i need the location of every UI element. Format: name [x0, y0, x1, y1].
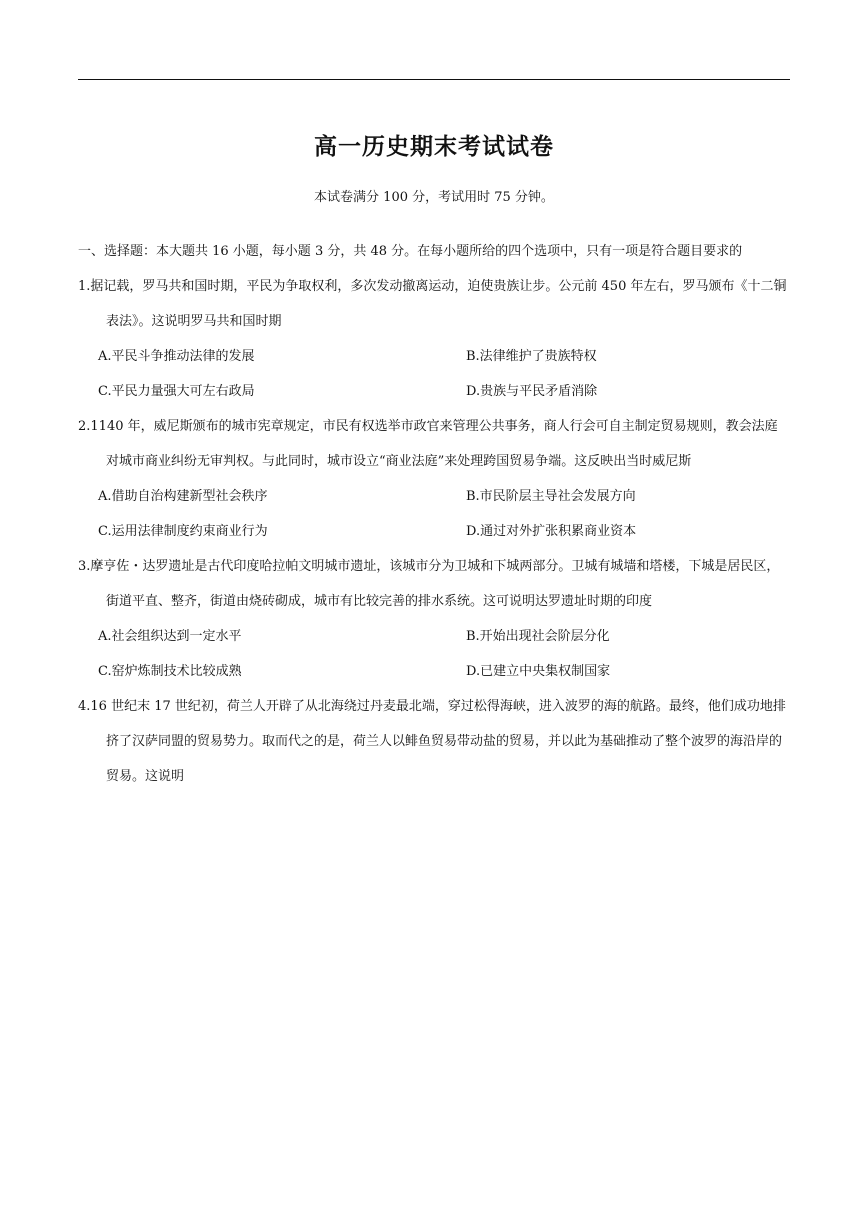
- option-c: C.平民力量强大可左右政局: [98, 384, 255, 399]
- option-c: C.窑炉炼制技术比较成熟: [98, 664, 242, 679]
- option-row: [78, 339, 790, 374]
- option-row: [78, 479, 790, 514]
- question-4: [78, 689, 790, 794]
- exam-instructions: 本试卷满分 100 分，考试用时 75 分钟。: [314, 190, 554, 205]
- option-a: A.社会组织达到一定水平: [98, 629, 242, 644]
- option-row: [78, 514, 790, 549]
- question-3: [78, 549, 790, 689]
- option-row: [78, 374, 790, 409]
- option-c: C.运用法律制度约束商业行为: [98, 524, 268, 539]
- question-2: [78, 409, 790, 549]
- option-row: [78, 619, 790, 654]
- header-rule: [78, 79, 790, 80]
- question-1: [78, 269, 790, 409]
- question-stem: 4.16 世纪末 17 世纪初，荷兰人开辟了从北海绕过丹麦最北端，穿过松得海峡，进入波罗的海的航路。最终，他们成功地排挤了汉萨同盟的贸易势力。取而代之的是，荷兰人以鲱鱼贸易带动盐的贸易，并以此为基础推动了整个波罗的海沿岸的贸易。这说明: [78, 699, 786, 784]
- question-stem: 3.摩亨佐・达罗遗址是古代印度哈拉帕文明城市遗址，该城市分为卫城和下城两部分。卫城有城墙和塔楼，下城是居民区，街道平直、整齐，街道由烧砖砌成，城市有比较完善的排水系统。这可说明达罗遗址时期的印度: [78, 559, 780, 609]
- option-a: A.借助自治构建新型社会秩序: [98, 489, 268, 504]
- exam-title: 高一历史期末考试试卷: [314, 133, 554, 160]
- exam-content: [78, 234, 790, 794]
- section-heading: 一、选择题：本大题共 16 小题，每小题 3 分，共 48 分。在每小题所给的四个选项中，只有一项是符合题目要求的: [78, 244, 743, 259]
- option-d: D.已建立中央集权制国家: [466, 664, 611, 679]
- option-b: B.市民阶层主导社会发展方向: [466, 489, 636, 504]
- question-stem: 1.据记载，罗马共和国时期，平民为争取权利，多次发动撤离运动，迫使贵族让步。公元前 450 年左右，罗马颁布《十二铜表法》。这说明罗马共和国时期: [78, 279, 787, 329]
- option-a: A.平民斗争推动法律的发展: [98, 349, 255, 364]
- option-d: D.通过对外扩张积累商业资本: [466, 524, 637, 539]
- option-b: B.法律维护了贵族特权: [466, 349, 597, 364]
- option-d: D.贵族与平民矛盾消除: [466, 384, 598, 399]
- option-row: [78, 654, 790, 689]
- option-b: B.开始出现社会阶层分化: [466, 629, 610, 644]
- question-stem: 2.1140 年，威尼斯颁布的城市宪章规定，市民有权选举市政官来管理公共事务，商人行会可自主制定贸易规则，教会法庭对城市商业纠纷无审判权。与此同时，城市设立“商业法庭”来处理跨国贸易争端。这反映出当时威尼斯: [78, 419, 778, 469]
